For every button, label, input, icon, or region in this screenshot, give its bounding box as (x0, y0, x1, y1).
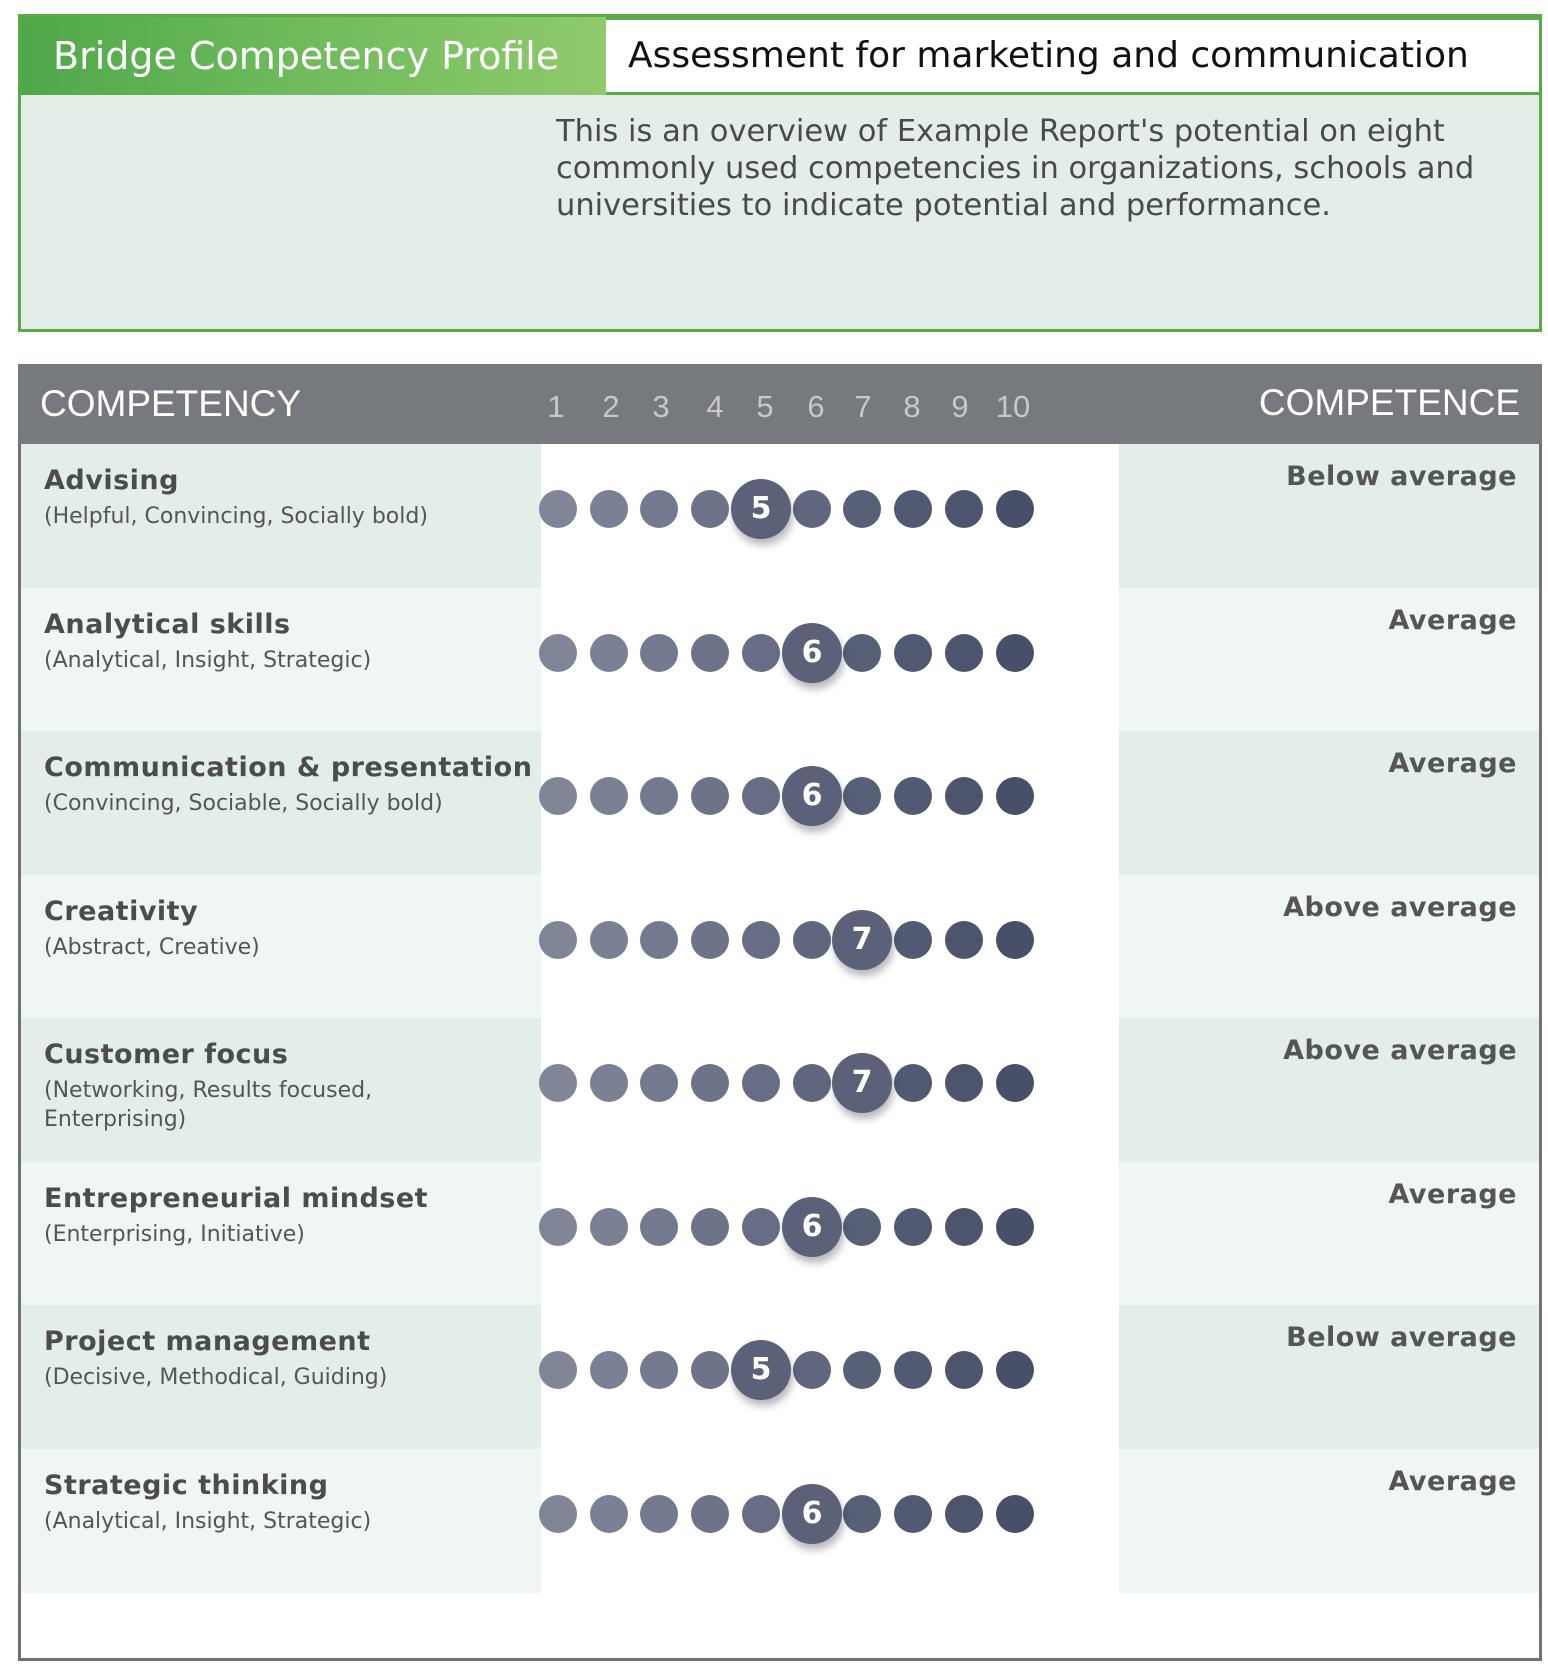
scale-dot-2 (590, 1064, 628, 1102)
competence-cell (1119, 1449, 1539, 1593)
score-scale (541, 1162, 1119, 1306)
scale-dot-5 (742, 1064, 780, 1102)
scale-dot-4 (691, 490, 729, 528)
scale-dot-9 (945, 1208, 983, 1246)
scale-dot-10 (996, 1495, 1034, 1533)
competency-cell (21, 1162, 541, 1306)
scale-dot-3 (640, 490, 678, 528)
competency-traits: (Enterprising, Initiative) (44, 1222, 305, 1247)
competency-cell (21, 875, 541, 1019)
competence-cell (1119, 731, 1539, 875)
scale-number-9: 9 (951, 389, 969, 424)
scale-dot-5 (742, 921, 780, 959)
competence-level: Average (1388, 748, 1517, 779)
scale-dot-1 (539, 921, 577, 959)
scale-number-7: 7 (854, 389, 872, 424)
table-row (21, 731, 1539, 875)
scale-dot-8 (894, 490, 932, 528)
competence-cell (1119, 1305, 1539, 1449)
score-marker: 6 (782, 1197, 842, 1257)
competence-level: Average (1388, 605, 1517, 636)
score-scale (541, 588, 1119, 732)
table-row (21, 1018, 1539, 1162)
scale-dot-5 (742, 1495, 780, 1533)
scale-dot-10 (996, 777, 1034, 815)
scale-dot-4 (691, 1208, 729, 1246)
scale-number-8: 8 (903, 389, 921, 424)
scale-dot-9 (945, 1495, 983, 1533)
scale-dot-4 (691, 1351, 729, 1389)
score-scale (541, 444, 1119, 588)
competency-cell (21, 444, 541, 588)
scale-dot-5 (742, 1208, 780, 1246)
competency-cell (21, 588, 541, 732)
scale-dot-1 (539, 1495, 577, 1533)
scale-dot-5 (742, 777, 780, 815)
scale-dot-4 (691, 634, 729, 672)
competency-traits: (Abstract, Creative) (44, 935, 260, 960)
scale-dot-9 (945, 634, 983, 672)
competency-name: Analytical skills (44, 609, 291, 640)
scale-dot-3 (640, 921, 678, 959)
scale-dot-10 (996, 1351, 1034, 1389)
score-scale (541, 1449, 1119, 1593)
competency-traits: (Convincing, Sociable, Socially bold) (44, 791, 443, 816)
competency-name: Creativity (44, 896, 199, 927)
score-scale (541, 731, 1119, 875)
competency-cell (21, 731, 541, 875)
competency-name: Communication & presentation (44, 752, 533, 783)
scale-dot-9 (945, 1351, 983, 1389)
competency-name: Advising (44, 465, 179, 496)
report-title: Bridge Competency Profile (21, 17, 606, 95)
scale-dot-1 (539, 1208, 577, 1246)
scale-dot-8 (894, 1351, 932, 1389)
scale-dot-8 (894, 777, 932, 815)
scale-dot-7 (843, 634, 881, 672)
scale-dot-3 (640, 777, 678, 815)
competency-table (18, 364, 1542, 1661)
competence-level: Below average (1286, 1322, 1517, 1353)
score-marker: 5 (731, 1340, 791, 1400)
scale-dot-2 (590, 921, 628, 959)
score-scale (541, 1305, 1119, 1449)
competence-cell (1119, 1162, 1539, 1306)
scale-dot-2 (590, 634, 628, 672)
scale-dot-2 (590, 1351, 628, 1389)
scale-dot-6 (793, 490, 831, 528)
scale-dot-7 (843, 1208, 881, 1246)
scale-number-1: 1 (547, 389, 565, 424)
scale-dot-8 (894, 634, 932, 672)
scale-dot-4 (691, 1064, 729, 1102)
table-row (21, 588, 1539, 732)
competence-level: Average (1388, 1179, 1517, 1210)
scale-number-3: 3 (652, 389, 670, 424)
competence-cell (1119, 588, 1539, 732)
score-marker: 6 (782, 766, 842, 826)
report-description: This is an overview of Example Report's potential on eight commonly used competencies in organizations, schools and universities to indicate potential and performance. (556, 114, 1475, 223)
competency-traits: (Decisive, Methodical, Guiding) (44, 1365, 388, 1390)
scale-dot-3 (640, 1064, 678, 1102)
competency-name: Strategic thinking (44, 1470, 329, 1501)
competence-cell (1119, 875, 1539, 1019)
score-scale (541, 875, 1119, 1019)
competency-column-header: COMPETENCY (40, 383, 302, 424)
competency-traits: (Helpful, Convincing, Socially bold) (44, 504, 428, 529)
score-marker: 6 (782, 623, 842, 683)
score-marker: 6 (782, 1484, 842, 1544)
scale-dot-4 (691, 921, 729, 959)
score-marker: 7 (832, 910, 892, 970)
scale-dot-8 (894, 1064, 932, 1102)
scale-dot-8 (894, 1495, 932, 1533)
competence-level: Average (1388, 1466, 1517, 1497)
competency-name: Customer focus (44, 1039, 289, 1070)
scale-dot-9 (945, 777, 983, 815)
scale-number-5: 5 (756, 389, 774, 424)
scale-dot-2 (590, 1495, 628, 1533)
table-row (21, 444, 1539, 588)
scale-dot-10 (996, 490, 1034, 528)
scale-dot-7 (843, 1351, 881, 1389)
header-bar (21, 17, 1539, 95)
competence-level: Above average (1283, 1035, 1517, 1066)
scale-dot-6 (793, 1351, 831, 1389)
competence-cell (1119, 444, 1539, 588)
scale-dot-10 (996, 1208, 1034, 1246)
scale-number-2: 2 (602, 389, 620, 424)
scale-dot-5 (742, 634, 780, 672)
scale-dot-9 (945, 490, 983, 528)
scale-dot-9 (945, 921, 983, 959)
scale-dot-4 (691, 777, 729, 815)
scale-dot-6 (793, 921, 831, 959)
scale-dot-7 (843, 777, 881, 815)
scale-dot-10 (996, 634, 1034, 672)
score-marker: 5 (731, 479, 791, 539)
competency-cell (21, 1449, 541, 1593)
profile-header (18, 14, 1542, 332)
competency-name: Entrepreneurial mindset (44, 1183, 429, 1214)
scale-number-10: 10 (995, 389, 1031, 424)
scale-dot-2 (590, 490, 628, 528)
scale-dot-7 (843, 1495, 881, 1533)
scale-dot-3 (640, 1351, 678, 1389)
score-marker: 7 (832, 1053, 892, 1113)
scale-number-4: 4 (706, 389, 724, 424)
scale-dot-3 (640, 634, 678, 672)
table-header (18, 364, 1542, 444)
score-scale (541, 1018, 1119, 1162)
scale-dot-10 (996, 921, 1034, 959)
scale-dot-9 (945, 1064, 983, 1102)
scale-dot-4 (691, 1495, 729, 1533)
scale-dot-8 (894, 1208, 932, 1246)
scale-dot-3 (640, 1208, 678, 1246)
competency-cell (21, 1018, 541, 1162)
table-row (21, 1449, 1539, 1593)
competency-traits: (Networking, Results focused, Enterprising) (44, 1078, 373, 1132)
table-row (21, 1162, 1539, 1306)
scale-dot-6 (793, 1064, 831, 1102)
competency-name: Project management (44, 1326, 371, 1357)
scale-dot-1 (539, 1351, 577, 1389)
table-row (21, 875, 1539, 1019)
scale-number-6: 6 (807, 389, 825, 424)
competency-traits: (Analytical, Insight, Strategic) (44, 1509, 372, 1534)
competence-column-header: COMPETENCE (1258, 382, 1520, 423)
scale-dot-2 (590, 1208, 628, 1246)
competence-cell (1119, 1018, 1539, 1162)
scale-dot-10 (996, 1064, 1034, 1102)
scale-dot-1 (539, 777, 577, 815)
competence-level: Above average (1283, 892, 1517, 923)
assessment-subtitle: Assessment for marketing and communication (606, 17, 1539, 95)
scale-dot-3 (640, 1495, 678, 1533)
competency-traits: (Analytical, Insight, Strategic) (44, 648, 372, 673)
competency-cell (21, 1305, 541, 1449)
scale-dot-2 (590, 777, 628, 815)
competence-level: Below average (1286, 461, 1517, 492)
scale-dot-1 (539, 1064, 577, 1102)
scale-dot-1 (539, 634, 577, 672)
scale-dot-1 (539, 490, 577, 528)
scale-dot-7 (843, 490, 881, 528)
table-row (21, 1305, 1539, 1449)
scale-dot-8 (894, 921, 932, 959)
